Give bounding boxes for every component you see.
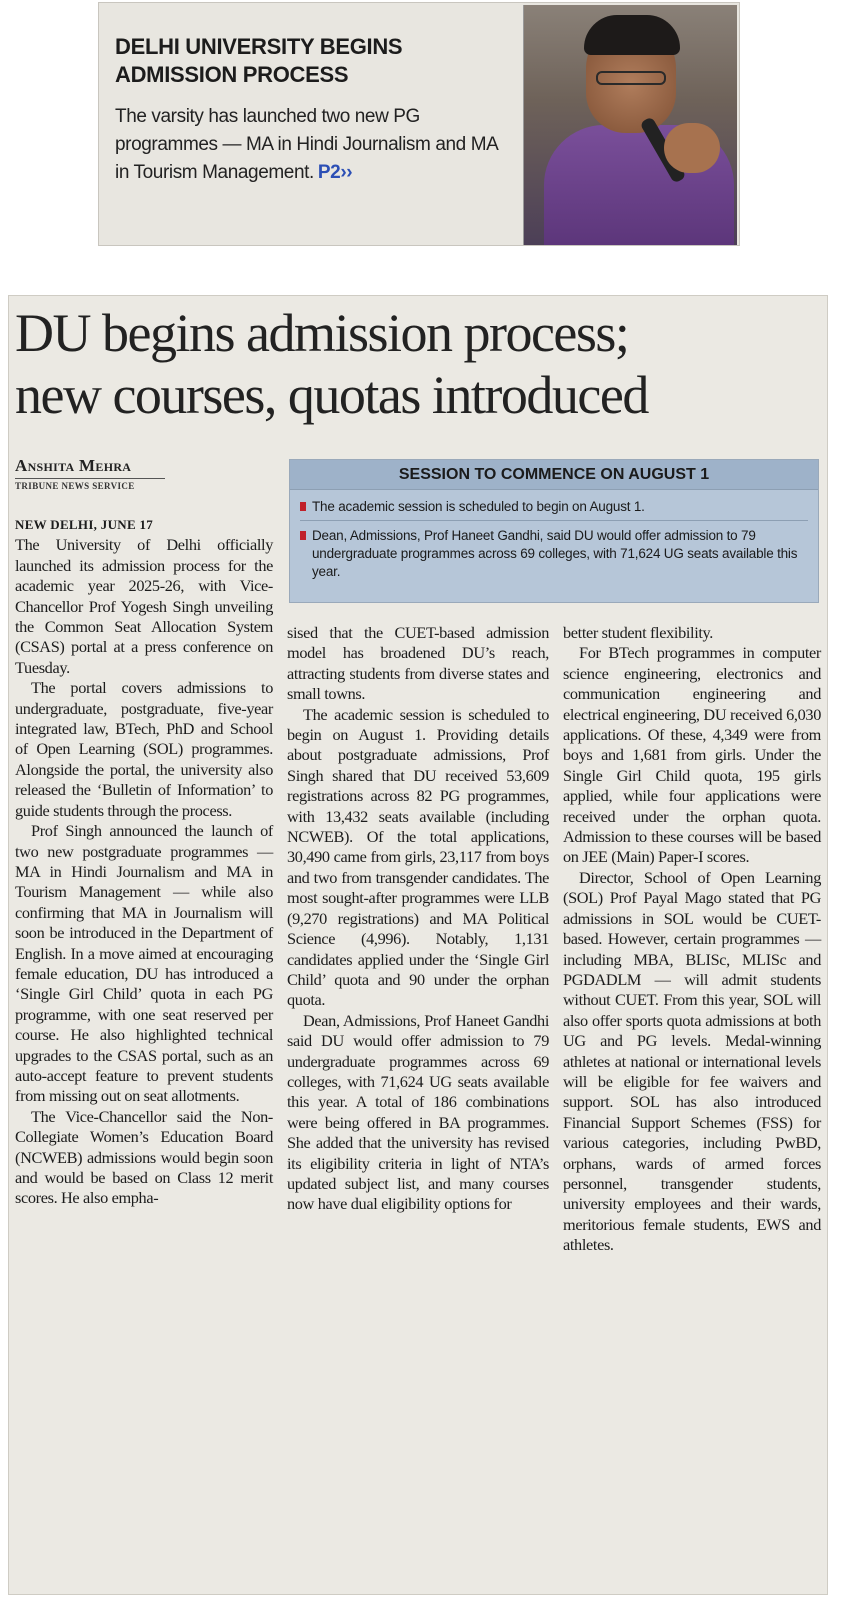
- column-1: [15, 515, 273, 1209]
- headline-line-1: DU begins admission process;: [15, 303, 629, 363]
- bullet-icon: [300, 531, 306, 540]
- speaker-photo: [523, 5, 737, 245]
- factbox-title: SESSION TO COMMENCE ON AUGUST 1: [290, 460, 818, 490]
- paragraph: The portal covers admissions to undergraduate, postgraduate, five-year integrated law, BTech, PhD and School of Open Learning (SOL) programmes. Alongside the portal, the university also released the ‘Bulletin of Information’ to guide students through the process.: [15, 678, 273, 820]
- teaser-page-ref[interactable]: P2››: [317, 162, 353, 183]
- factbox-item-text: Dean, Admissions, Prof Haneet Gandhi, said DU would offer admission to 79 undergraduate programmes across 69 colleges, with 71,624 UG seats available this year.: [312, 528, 798, 579]
- news-service: TRIBUNE NEWS SERVICE: [15, 481, 135, 491]
- paragraph: For BTech programmes in computer science engineering, electronics and communication engineering and electrical engineering, DU received 6,030 applications. Of these, 4,349 were from boys and 1,681 from girls. Under the Single Girl Child quota, 195 girls applied, while four applications were received under the orphan quota. Admission to these courses will be based on JEE (Main) Paper-I scores.: [563, 643, 821, 867]
- factbox: [289, 459, 819, 603]
- dateline: NEW DELHI, JUNE 17: [15, 517, 154, 532]
- factbox-item: [300, 498, 808, 521]
- paragraph: Prof Singh announced the launch of two new postgraduate programmes — MA in Hindi Journalism and MA in Tourism Management — while also confirming that MA in Journalism will soon be introduced in the Department of English. In a move aimed at encouraging female education, DU has introduced a ‘Single Girl Child’ quota in each PG programme, with one seat reserved per course. He also highlighted technical upgrades to the CSAS portal, such as an auto-accept feature to prevent students from missing out on seat allotments.: [15, 821, 273, 1106]
- photo-hand: [664, 123, 720, 173]
- bullet-icon: [300, 502, 306, 511]
- photo-glasses: [596, 71, 666, 85]
- byline: [15, 456, 285, 493]
- teaser-text: [115, 33, 515, 187]
- headline-line-2: new courses, quotas introduced: [15, 365, 648, 425]
- paragraph: The Vice-Chancellor said the Non-Collegiate Women’s Education Board (NCWEB) admissions would begin soon and would be based on Class 12 merit scores. He also empha-: [15, 1106, 273, 1208]
- teaser-title: DELHI UNIVERSITY BEGINS ADMISSION PROCESS: [115, 34, 403, 87]
- teaser-summary-text: The varsity has launched two new PG programmes — MA in Hindi Journalism and MA in Tourism Management.: [115, 106, 498, 183]
- author-name: Anshita Mehra: [15, 456, 132, 475]
- paragraph: sised that the CUET-based admission model has broadened DU’s reach, attracting students from diverse states and small towns.: [287, 623, 549, 704]
- column-3: [563, 623, 821, 1256]
- teaser-box: [98, 2, 740, 246]
- paragraph: better student flexibility.: [563, 623, 714, 642]
- column-2: [287, 623, 549, 1215]
- factbox-item-text: The academic session is scheduled to begin on August 1.: [312, 499, 645, 514]
- paragraph: Director, School of Open Learning (SOL) Prof Payal Mago stated that PG admissions in SOL would be CUET-based. However, certain programmes — including MBA, BLISc, MLISc and PGDADLM — will admit students without CUET. From this year, SOL will also offer sports quota admissions at both UG and PG levels. Medal-winning athletes at national or international levels will be eligible for fee waivers and support. SOL has also introduced Financial Support Schemes (FSS) for various categories, including PwBD, orphans, wards of armed forces personnel, transgender students, university employees and their wards, meritorious female students, EWS and athletes.: [563, 867, 821, 1255]
- factbox-item: [300, 527, 808, 581]
- headline: [15, 302, 821, 426]
- teaser-summary: [115, 103, 515, 187]
- paragraph: The University of Delhi officially launched its admission process for the academic year 2025-26, with Vice-Chancellor Prof Yogesh Singh unveiling the Common Seat Allocation System (CSAS) portal at a press conference on Tuesday.: [15, 535, 273, 677]
- article-clipping: [8, 295, 828, 1595]
- paragraph: Dean, Admissions, Prof Haneet Gandhi said DU would offer admission to 79 undergraduate programmes across 69 colleges, with 71,624 UG seats available this year. A total of 186 combinations were being offered in BA programmes. She added that the university has revised its eligibility criteria in light of NTA’s updated subject list, and many courses now have dual eligibility options for: [287, 1010, 549, 1214]
- factbox-list: [290, 490, 818, 581]
- photo-hair: [584, 15, 680, 55]
- paragraph: The academic session is scheduled to begin on August 1. Providing details about postgraduate admissions, Prof Singh shared that DU received 53,609 registrations across 82 PG programmes, with 13,432 seats available (including NCWEB). Of the total applications, 30,490 came from girls, 23,117 from boys and two from transgender candidates. The most sought-after programmes were LLB (9,270 registrations) and MA Political Science (4,996). Notably, 1,131 candidates applied under the ‘Single Girl Child’ quota and 90 under the orphan quota.: [287, 704, 549, 1010]
